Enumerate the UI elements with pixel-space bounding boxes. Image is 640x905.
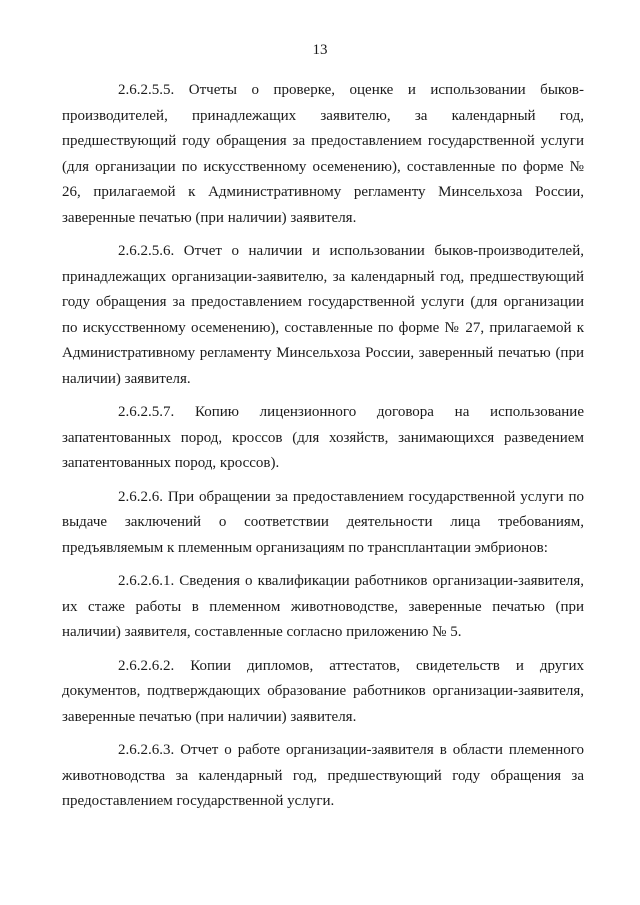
paragraph-2-6-2-6-2: 2.6.2.6.2. Копии дипломов, аттестатов, свидетельств и других документов, подтверждающих образование работников организации-заявителя, заверенные печатью (при наличии) заявителя. bbox=[62, 657, 584, 725]
paragraph-2-6-2-6: 2.6.2.6. При обращении за предоставлением государственной услуги по выдаче заключений о соответствии деятельности лица требованиям, предъявляемым к племенным организациям по трансплантации эмбрионов: bbox=[62, 488, 584, 556]
document-body bbox=[62, 78, 584, 823]
paragraph-2-6-2-5-5: 2.6.2.5.5. Отчеты о проверке, оценке и использовании быков-производителей, принадлежащих заявителю, за календарный год, предшествующий году обращения за предоставлением государственной услуги (для организации по искусственному осеменению), составленные по форме № 26, прилагаемой к Административному регламенту Минсельхоза России, заверенные печатью (при наличии) заявителя. bbox=[62, 82, 584, 226]
paragraph-2-6-2-6-1: 2.6.2.6.1. Сведения о квалификации работников организации-заявителя, их стаже работы в племенном животноводстве, заверенные печатью (при наличии) заявителя, составленные согласно приложению № 5. bbox=[62, 573, 584, 640]
paragraph-2-6-2-5-7: 2.6.2.5.7. Копию лицензионного договора на использование запатентованных пород, кроссов (для хозяйств, занимающихся разведением запатентованных пород, кроссов). bbox=[62, 404, 584, 471]
paragraph-2-6-2-5-6: 2.6.2.5.6. Отчет о наличии и использовании быков-производителей, принадлежащих организации-заявителю, за календарный год, предшествующий году обращения за предоставлением государственной услуги (для организации по искусственному осеменению), составленные по форме № 27, прилагаемой к Административному регламенту Минсельхоза России, заверенный печатью (при наличии) заявителя. bbox=[62, 243, 584, 387]
paragraph-2-6-2-6-3: 2.6.2.6.3. Отчет о работе организации-заявителя в области племенного животноводства за календарный год, предшествующий году обращения за предоставлением государственной услуги. bbox=[62, 742, 584, 809]
page-number: 13 bbox=[312, 42, 328, 58]
